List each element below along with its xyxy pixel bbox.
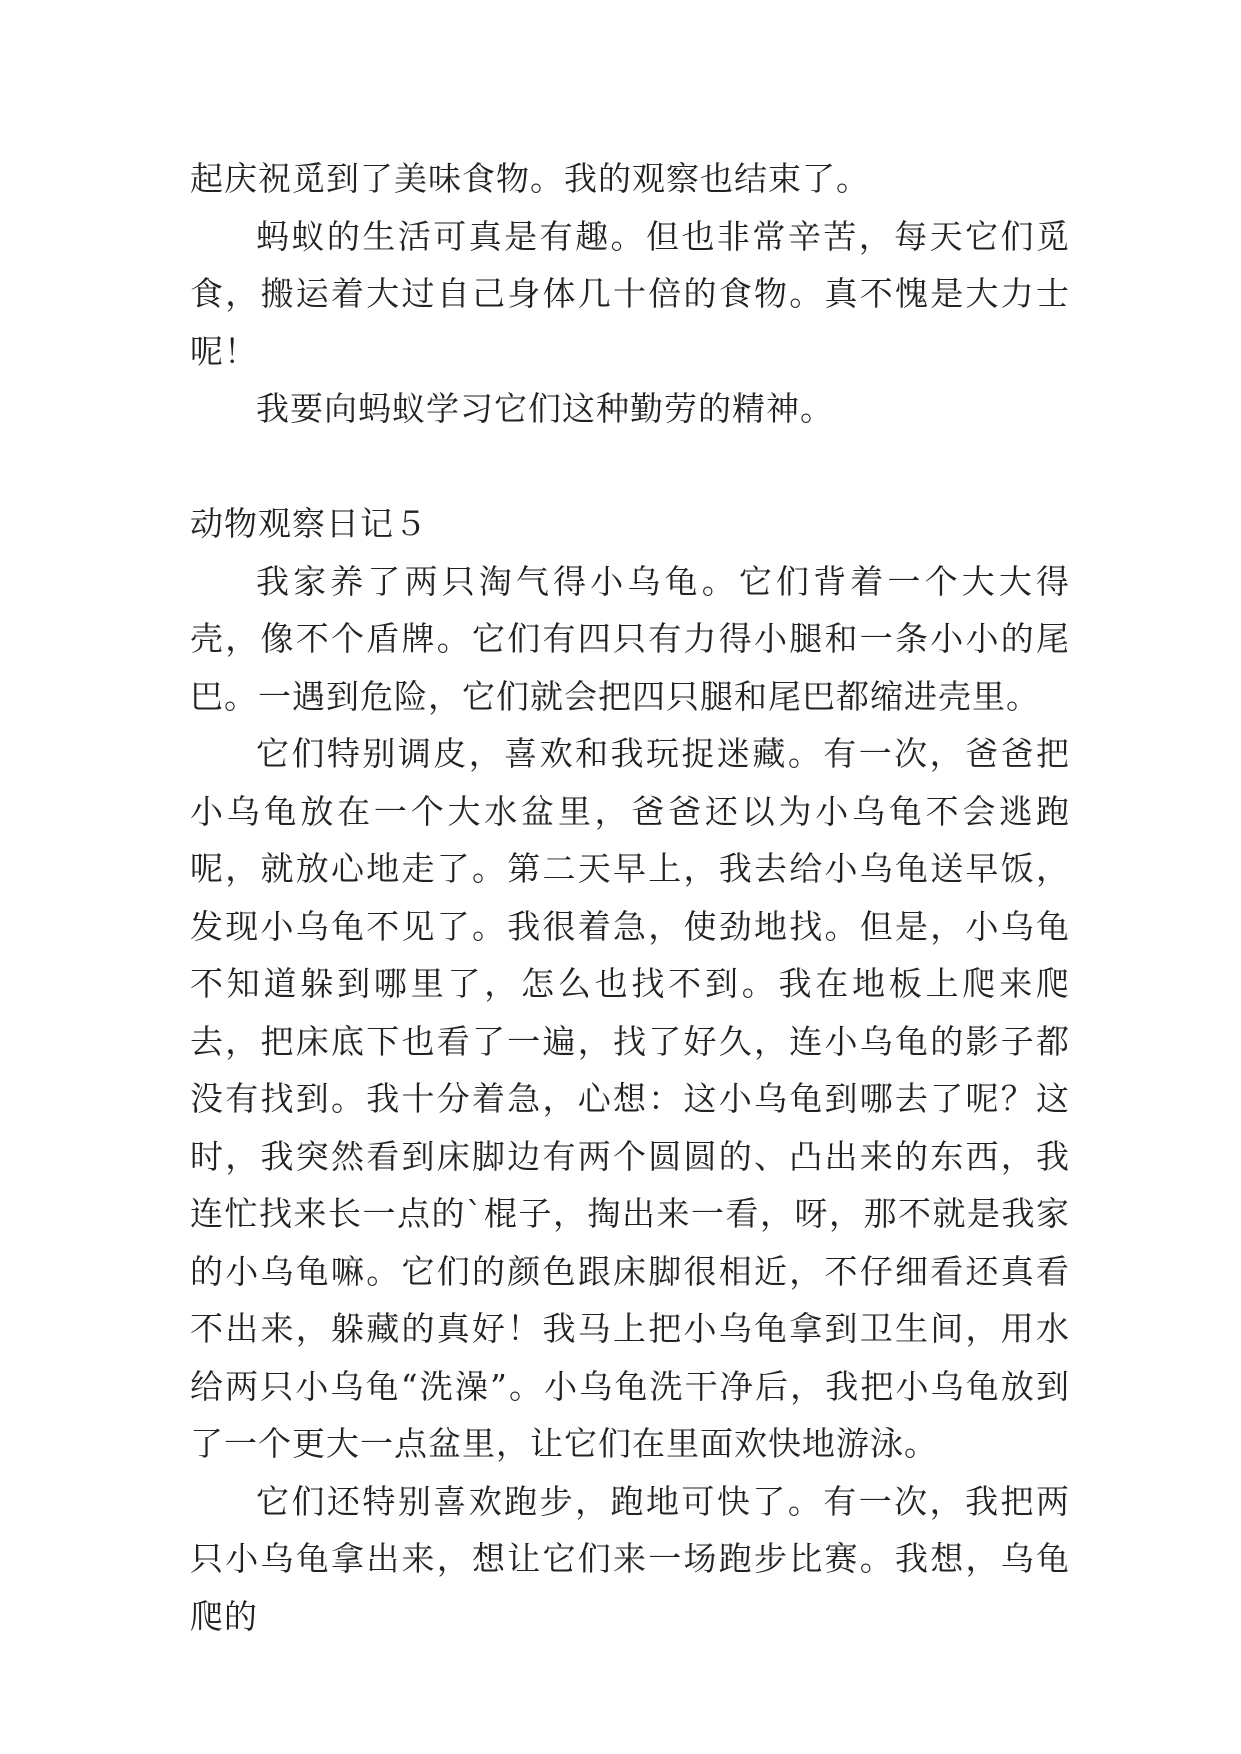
paragraph-continuation: 起庆祝觅到了美味食物。我的观察也结束了。 — [190, 159, 870, 198]
section-spacer — [190, 438, 1070, 496]
paragraph: 它们特别调皮，喜欢和我玩捉迷藏。有一次，爸爸把小乌龟放在一个大水盆里，爸爸还以为小乌龟不会逃跑呢，就放心地走了。第二天早上，我去给小乌龟送早饭，发现小乌龟不见了。我很着急，使劲地找。但是，小乌龟不知道躲到哪里了，怎么也找不到。我在地板上爬来爬去，把床底下也看了一遍，找了好久，连小乌龟的影子都没有找到。我十分着急，心想：这小乌龟到哪去了呢？这时，我突然看到床脚边有两个圆圆的、凸出来的东西，我连忙找来长一点的`棍子，掏出来一看，呀，那不就是我家的小乌龟嘛。它们的颜色跟床脚很相近，不仔细看还真看不出来，躲藏的真好！我马上把小乌龟拿到卫生间，用水给两只小乌龟“洗澡”。小乌龟洗干净后，我把小乌龟放到了一个更大一点盆里，让它们在里面欢快地游泳。 — [190, 734, 1070, 1463]
section-title: 动物观察日记５ — [190, 504, 428, 543]
paragraph: 蚂蚁的生活可真是有趣。但也非常辛苦，每天它们觅食，搬运着大过自己身体几十倍的食物。真不愧是大力士呢！ — [190, 216, 1070, 371]
paragraph: 它们还特别喜欢跑步，跑地可快了。有一次，我把两只小乌龟拿出来，想让它们来一场跑步比赛。我想，乌龟爬的 — [190, 1481, 1070, 1636]
paragraph: 我家养了两只淘气得小乌龟。它们背着一个大大得壳，像不个盾牌。它们有四只有力得小腿和一条小小的尾巴。一遇到危险，它们就会把四只腿和尾巴都缩进壳里。 — [190, 561, 1070, 716]
paragraph: 我要向蚂蚁学习它们这种勤劳的精神。 — [256, 389, 834, 428]
document-body — [190, 150, 1070, 1645]
